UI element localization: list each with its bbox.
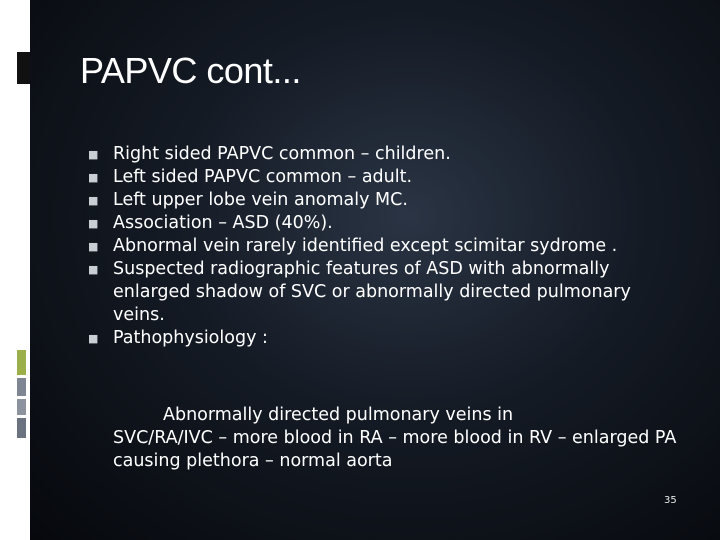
square-bullet-icon: ■ — [88, 240, 99, 253]
accent-bar-dark-edge — [17, 52, 30, 84]
bullet-text: Association – ASD (40%). — [113, 213, 333, 233]
bullet-item — [88, 235, 688, 258]
square-bullet-icon: ■ — [88, 171, 99, 184]
bullet-text: Suspected radiographic features of ASD with abnormally enlarged shadow of SVC or abnormally directed pulmonary veins. — [113, 259, 631, 325]
square-bullet-icon: ■ — [88, 148, 99, 161]
square-bullet-icon: ■ — [88, 332, 99, 345]
bullet-text: Left sided PAPVC common – adult. — [113, 167, 413, 187]
square-bullet-icon: ■ — [88, 263, 99, 276]
page-number: 35 — [664, 495, 677, 506]
square-bullet-icon: ■ — [88, 194, 99, 207]
pathophysiology-detail — [113, 404, 688, 473]
bullet-item — [88, 189, 688, 212]
accent-bar-green — [17, 350, 26, 375]
bullet-text: Left upper lobe vein anomaly MC. — [113, 190, 408, 210]
bullet-text: Pathophysiology : — [113, 328, 268, 348]
accent-bar-gray-1 — [17, 378, 26, 396]
bullet-list — [88, 143, 688, 350]
bullet-item — [88, 143, 688, 166]
bullet-text: Right sided PAPVC common – children. — [113, 144, 451, 164]
bullet-text: Abnormal vein rarely identified except scimitar sydrome . — [113, 236, 618, 256]
bullet-item — [88, 258, 688, 327]
pathophysiology-line-1: Abnormally directed pulmonary veins in — [163, 405, 514, 425]
accent-bar-gray-3 — [17, 418, 26, 438]
accent-bar-gray-2 — [17, 399, 26, 415]
bullet-item — [88, 166, 688, 189]
bullet-item — [88, 212, 688, 235]
square-bullet-icon: ■ — [88, 217, 99, 230]
pathophysiology-line-2: SVC/RA/IVC – more blood in RA – more blood in RV – enlarged PA causing plethora – normal aorta — [113, 428, 677, 471]
slide-title: PAPVC cont... — [80, 50, 301, 91]
bullet-item — [88, 327, 688, 350]
